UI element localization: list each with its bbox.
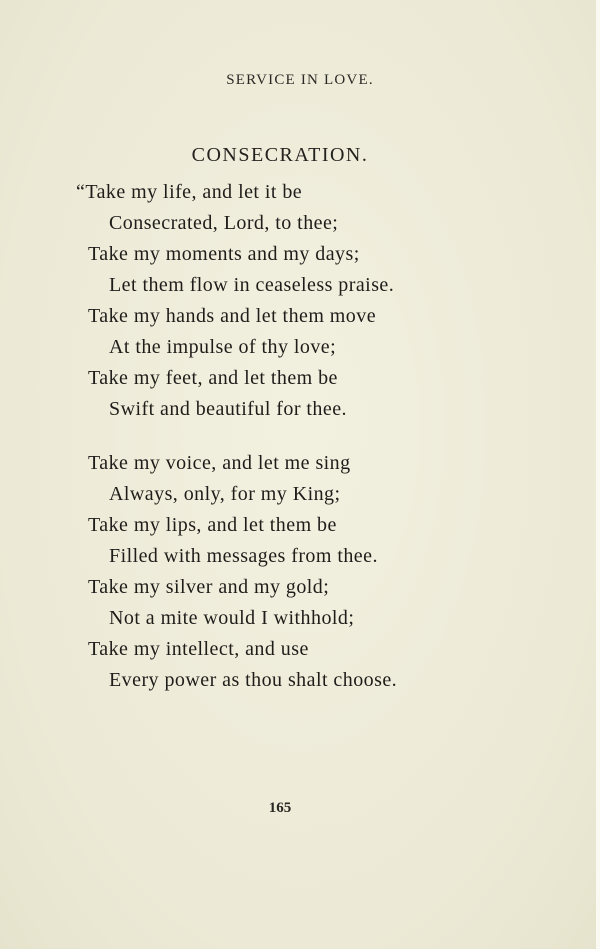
poem-title: CONSECRATION. (191, 144, 369, 166)
poem-line: Take my hands and let them move (88, 305, 377, 327)
page-edge (596, 0, 600, 949)
poem-line: “Take my life, and let it be (76, 181, 303, 203)
poem-line: Consecrated, Lord, to thee; (109, 212, 339, 234)
poem-line: Filled with messages from thee. (109, 545, 378, 567)
poem-line: Not a mite would I withhold; (109, 607, 355, 629)
poem-line: Always, only, for my King; (109, 483, 341, 505)
poem-line: Take my moments and my days; (88, 243, 360, 265)
poem-line: Let them flow in ceaseless praise. (109, 274, 395, 296)
poem-line: Take my feet, and let them be (88, 367, 338, 389)
poem-line: At the impulse of thy love; (109, 336, 337, 358)
poem-line: Every power as thou shalt choose. (109, 669, 398, 691)
running-head: SERVICE IN LOVE. (226, 72, 374, 88)
poem-line: Take my lips, and let them be (88, 514, 337, 536)
poem-line: Swift and beautiful for thee. (109, 398, 347, 420)
poem-line: Take my silver and my gold; (88, 576, 330, 598)
poem-line: Take my intellect, and use (88, 638, 309, 660)
page-number: 165 (268, 800, 292, 816)
poem-line: Take my voice, and let me sing (88, 452, 351, 474)
